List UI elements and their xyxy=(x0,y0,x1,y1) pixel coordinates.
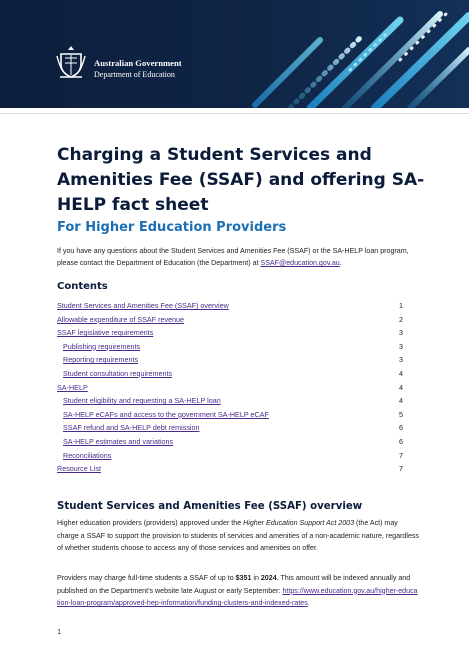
p1-text-a: Higher education providers (providers) approved under the xyxy=(57,519,244,527)
coat-of-arms-icon xyxy=(56,44,86,80)
intro-end: . xyxy=(339,259,342,267)
ssaf-paragraph-2 xyxy=(57,572,419,610)
toc-page: 5 xyxy=(399,409,403,419)
toc-link-publishing[interactable]: Publishing requirements xyxy=(63,341,141,351)
government-wordmark xyxy=(94,58,182,80)
toc-link-ssaf-overview[interactable]: Student Services and Amenities Fee (SSAF) overview xyxy=(57,301,229,310)
page-number: 1 xyxy=(57,627,62,636)
toc-link-eligibility[interactable]: Student eligibility and requesting a SA-HELP loan xyxy=(63,396,221,406)
page-title: Charging a Student Services and Amenities Fee (SSAF) and offering SA-HELP fact sheet xyxy=(57,145,425,215)
toc-page: 3 xyxy=(399,355,403,365)
p2-text-a: Providers may charge full-time students a SSAF of up to xyxy=(57,574,236,582)
toc-page: 6 xyxy=(399,436,403,446)
toc-link-refund-remission[interactable]: SSAF refund and SA-HELP debt remission xyxy=(63,423,200,433)
intro-paragraph xyxy=(57,245,417,269)
header-banner xyxy=(0,0,469,108)
toc-page: 4 xyxy=(399,368,403,378)
toc-page: 6 xyxy=(399,423,403,433)
toc-page: 2 xyxy=(399,314,403,324)
toc-link-reporting[interactable]: Reporting requirements xyxy=(63,355,139,365)
toc-page: 7 xyxy=(399,450,403,460)
toc-link-resource-list[interactable]: Resource List xyxy=(57,464,101,474)
toc-page: 7 xyxy=(399,464,403,474)
toc-item xyxy=(57,462,403,476)
toc-page: 3 xyxy=(399,328,403,338)
page-subtitle: For Higher Education Providers xyxy=(57,220,287,235)
toc-item xyxy=(57,408,403,422)
p2-text-b: . This amount will be indexed annually and published on the Department’s website late August or early September: xyxy=(57,574,411,595)
gov-line-2: Department of Education xyxy=(94,70,175,79)
toc-item xyxy=(57,435,403,449)
table-of-contents xyxy=(57,299,403,476)
toc-page: 4 xyxy=(399,396,403,406)
toc-item xyxy=(57,313,403,327)
toc-item xyxy=(57,421,403,435)
toc-page: 3 xyxy=(399,341,403,351)
gov-line-1: Australian Government xyxy=(94,58,182,68)
indexed-rates-link[interactable]: https://www.education.gov.au/higher-education-loan-program/approved-hep-information/funding-clusters-and-indexed-rates xyxy=(57,586,418,607)
toc-item xyxy=(57,326,403,340)
decorative-stripes xyxy=(250,0,469,108)
toc-link-reconciliations[interactable]: Reconciliations xyxy=(63,450,112,460)
p2-end: . xyxy=(307,599,310,607)
toc-link-estimates[interactable]: SA-HELP estimates and variations xyxy=(63,436,174,446)
section-heading: Student Services and Amenities Fee (SSAF) overview xyxy=(57,501,363,512)
toc-item xyxy=(57,449,403,463)
toc-item xyxy=(57,353,403,367)
toc-item xyxy=(57,394,403,408)
ssaf-paragraph-1 xyxy=(57,517,419,555)
p2-text-mid: in xyxy=(251,574,261,582)
toc-item xyxy=(57,340,403,354)
toc-item xyxy=(57,381,403,395)
toc-link-allowable-expenditure[interactable]: Allowable expenditure of SSAF revenue xyxy=(57,314,185,324)
p1-act-name: Higher Education Support Act 2003 xyxy=(243,519,355,527)
intro-text: If you have any questions about the Student Services and Amenities Fee (SSAF) or the SA-HELP loan program, please contact the Department of Education (the Department) at xyxy=(57,247,409,267)
toc-item xyxy=(57,299,403,313)
p1-text-b: (the Act) may charge a SSAF to support the provision to students of services and amenities of a non-academic nature, regardless of whether students choose to access any of those services and amenities on offer. xyxy=(57,519,419,552)
toc-link-sa-help[interactable]: SA-HELP xyxy=(57,382,88,392)
toc-link-ecafs[interactable]: SA-HELP eCAFs and access to the government SA-HELP eCAF xyxy=(63,409,269,419)
toc-page: 1 xyxy=(399,301,403,310)
ssaf-email-link[interactable]: SSAF@education.gov.au xyxy=(260,259,340,267)
p2-year: 2024 xyxy=(260,574,277,582)
toc-item xyxy=(57,367,403,381)
toc-link-consultation[interactable]: Student consultation requirements xyxy=(63,368,173,378)
p2-amount: $351 xyxy=(235,574,252,582)
contents-heading: Contents xyxy=(57,281,108,292)
toc-link-legislative-requirements[interactable]: SSAF legislative requirements xyxy=(57,328,154,338)
header-divider xyxy=(0,113,469,114)
toc-page: 4 xyxy=(399,382,403,392)
